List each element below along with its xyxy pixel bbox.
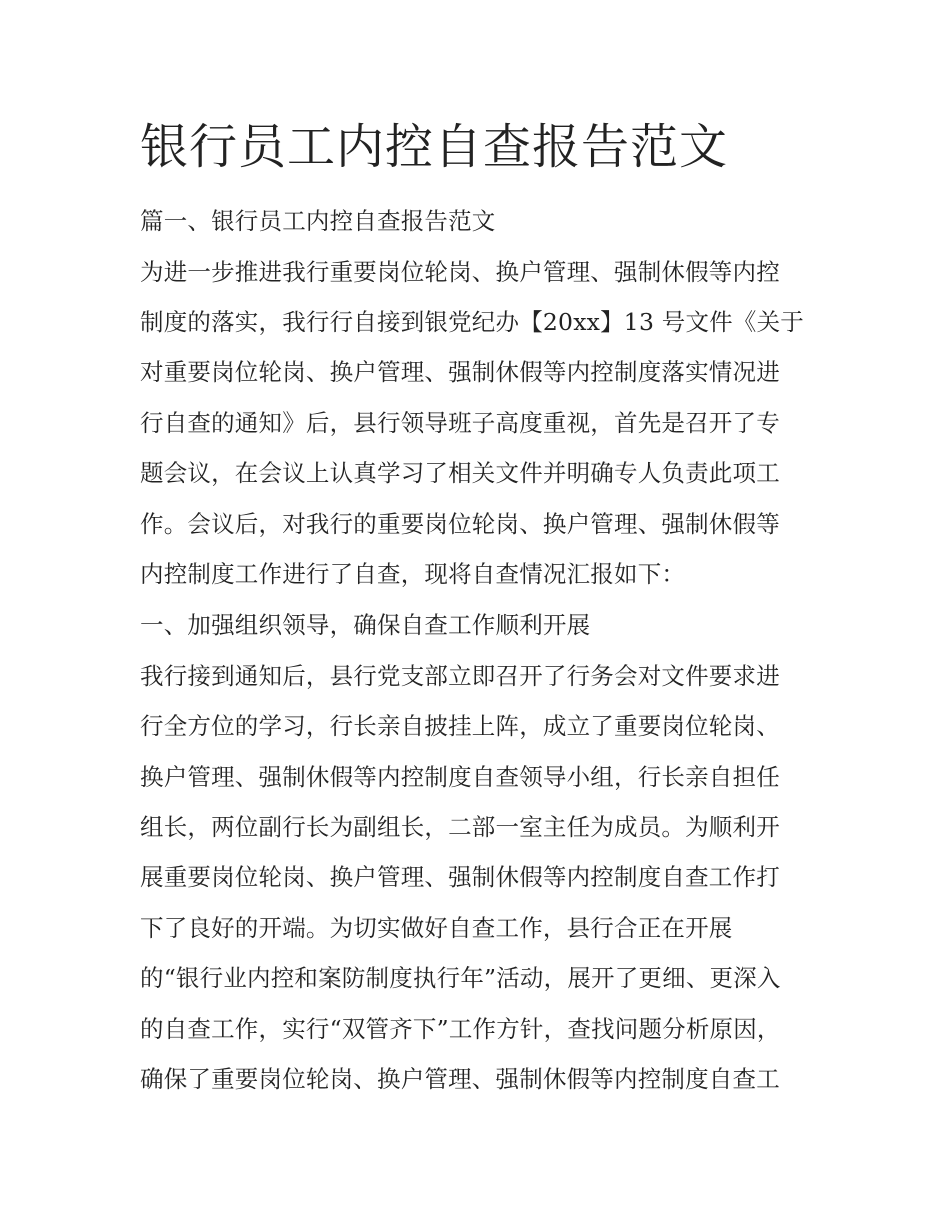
body-line: 组长，两位副行长为副组长，二部一室主任为成员。为顺利开 <box>140 813 780 841</box>
body-line: 行全方位的学习，行长亲自披挂上阵，成立了重要岗位轮岗、 <box>140 712 780 740</box>
body-line: 换户管理、强制休假等内控制度自查领导小组，行长亲自担任 <box>140 763 780 791</box>
body-line: 题会议，在会议上认真学习了相关文件并明确专人负责此项工 <box>140 459 780 487</box>
body-line: 的自查工作，实行“双管齐下”工作方针，查找问题分析原因， <box>140 1015 781 1043</box>
body-line: 为进一步推进我行重要岗位轮岗、换户管理、强制休假等内控 <box>140 258 780 286</box>
section-heading-part-one: 篇一、银行员工内控自查报告范文 <box>140 207 496 235</box>
document-title: 银行员工内控自查报告范文 <box>140 119 729 175</box>
body-line: 内控制度工作进行了自查，现将自查情况汇报如下： <box>140 560 686 588</box>
body-line: 确保了重要岗位轮岗、换户管理、强制休假等内控制度自查工 <box>140 1065 780 1093</box>
body-line: 我行接到通知后，县行党支部立即召开了行务会对文件要求进 <box>140 662 780 690</box>
body-line: 对重要岗位轮岗、换户管理、强制休假等内控制度落实情况进 <box>140 358 780 386</box>
body-line: 制度的落实，我行行自接到银党纪办【20xx】13 号文件《关于 <box>140 308 804 336</box>
section-heading-one: 一、加强组织领导，确保自查工作顺利开展 <box>140 611 591 639</box>
body-line: 展重要岗位轮岗、换户管理、强制休假等内控制度自查工作打 <box>140 863 780 891</box>
body-line: 的“银行业内控和案防制度执行年”活动，展开了更细、更深入 <box>140 964 781 992</box>
body-line: 下了良好的开端。为切实做好自查工作，县行合正在开展 <box>140 914 733 942</box>
body-line: 行自查的通知》后，县行领导班子高度重视，首先是召开了专 <box>140 409 780 437</box>
body-line: 作。会议后，对我行的重要岗位轮岗、换户管理、强制休假等 <box>140 510 780 538</box>
